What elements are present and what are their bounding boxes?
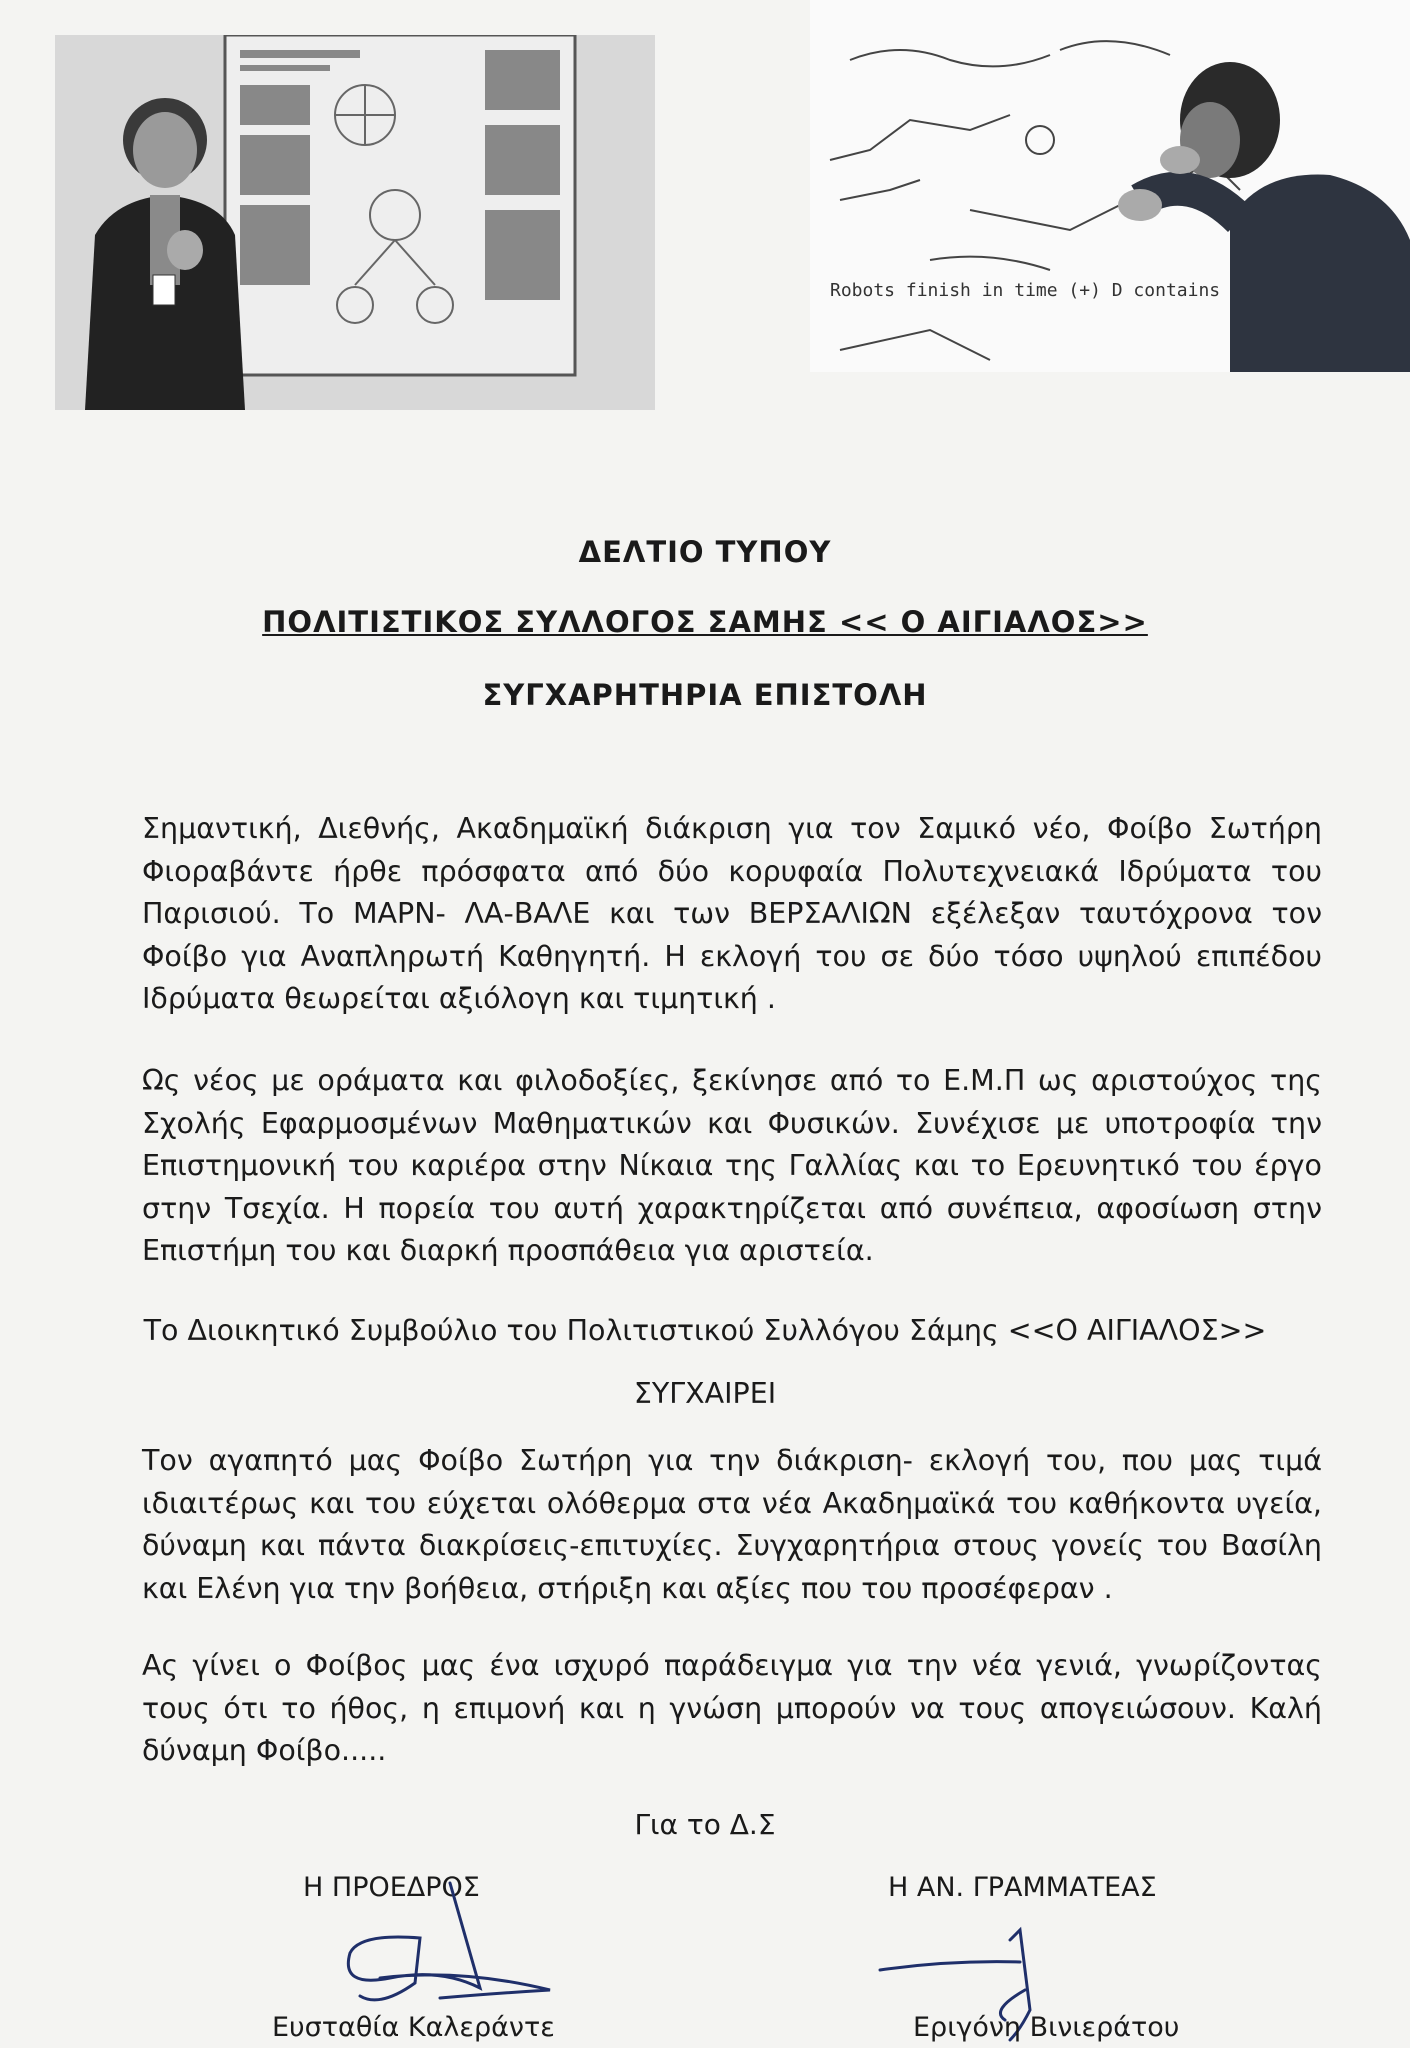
photo-whiteboard-lecture (810, 0, 1410, 372)
secretary-name: Εριγόνη Βινιεράτου (913, 2012, 1180, 2043)
letter-title: ΣΥΓΧΑΡΗΤΗΡΙΑ ΕΠΙΣΤΟΛΗ (482, 678, 928, 712)
paragraph-closing: Ας γίνει ο Φοίβος μας ένα ισχυρό παράδειγμα για την νέα γενιά, γνωρίζοντας τους ότι το ήθος, η επιμονή και η γνώση μπορούν να τους απογειώσουν. Καλή δύναμη Φοίβο..... (142, 1649, 1322, 1767)
president-name: Ευσταθία Καλεράντε (272, 2012, 555, 2043)
for-board-label: Για το Δ.Σ (634, 1808, 776, 1841)
whiteboard-text: Robots finish in time (+) D contains (830, 280, 1221, 301)
paragraph-wishes: Τον αγαπητό μας Φοίβο Σωτήρη για την διάκριση- εκλογή του, που μας τιμά ιδιαιτέρως και του εύχεται ολόθερμα στα νέα Ακαδημαϊκά του καθήκοντα υγεία, δύναμη και πάντα διακρίσεις-επιτυχίες. Συγχαρητήρια στους γονείς του Βασίλη και Ελένη για την βοήθεια, στήριξη και αξίες που του προσέφεραν . (142, 1444, 1322, 1605)
paragraph-announcement: Σημαντική, Διεθνής, Ακαδημαϊκή διάκριση για τον Σαμικό νέο, Φοίβο Σωτήρη Φιοραβάντε ήρθε πρόσφατα από δύο κορυφαία Πολυτεχνειακά Ιδρύματα του Παρισιού. Το ΜΑΡΝ- ΛΑ-ΒΑΛΕ και των ΒΕΡΣΑΛΙΩΝ εξέλεξαν ταυτόχρονα τον Φοίβο για Αναπληρωτή Καθηγητή. Η εκλογή του σε δύο τόσο υψηλού επιπέδου Ιδρύματα θεωρείται αξιόλογη και τιμητική . (142, 812, 1322, 1015)
president-title: Η ΠΡΟΕΔΡΟΣ (303, 1872, 480, 1903)
paragraph-congratulates: ΣΥΓΧΑΙΡΕΙ (633, 1377, 777, 1410)
document-title: ΔΕΛΤΙΟ ΤΥΠΟΥ (578, 535, 832, 569)
president-signature (320, 1878, 580, 2028)
organization-name: ΠΟΛΙΤΙΣΤΙΚΟΣ ΣΥΛΛΟΓΟΣ ΣΑΜΗΣ << Ο ΑΙΓΙΑΛΟΣ>> (262, 605, 1148, 639)
paragraph-biography: Ως νέος με οράματα και φιλοδοξίες, ξεκίνησε από το Ε.Μ.Π ως αριστούχος της Σχολής Εφαρμοσμένων Μαθηματικών και Φυσικών. Συνέχισε με υποτροφία την Επιστημονική του καριέρα στην Νίκαια της Γαλλίας και το Ερευνητικό του έργο στην Τσεχία. Η πορεία του αυτή χαρακτηρίζεται από συνέπεια, αφοσίωση στην Επιστήμη του και διαρκή προσπάθεια για αριστεία. (142, 1064, 1322, 1267)
paragraph-board: Το Διοικητικό Συμβούλιο του Πολιτιστικού Συλλόγου Σάμης <<Ο ΑΙΓΙΑΛΟΣ>> (143, 1314, 1267, 1347)
photo-poster-presentation (55, 35, 655, 410)
secretary-title: Η ΑΝ. ΓΡΑΜΜΑΤΕΑΣ (888, 1872, 1157, 1903)
